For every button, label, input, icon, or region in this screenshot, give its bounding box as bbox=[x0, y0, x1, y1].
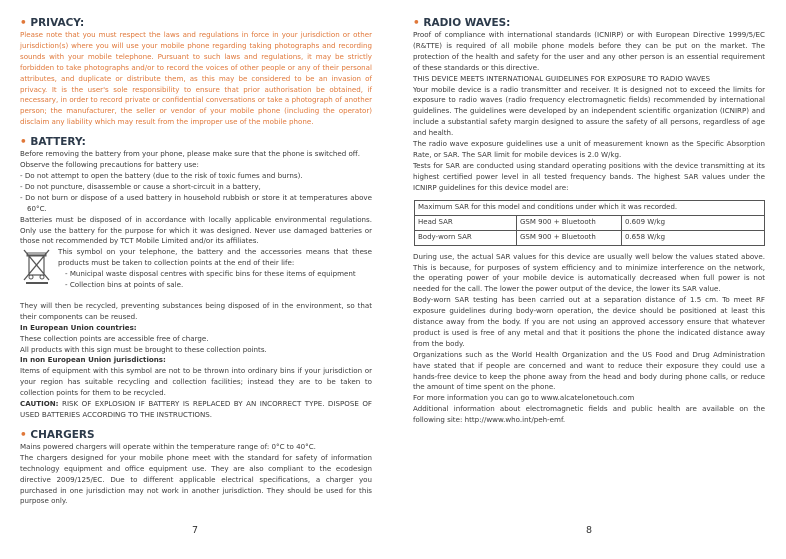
radio-p8: Organizations such as the World Health Organization and the US Food and Drug Administration have stated that if people are concerned and want to reduce their exposure they could use a hands-free device to keep the phone away from the head and body during phone calls, or reduce the amount of time spent on the phone. bbox=[413, 349, 765, 392]
eu-text-2: All products with this sign must be brought to these collection points. bbox=[20, 344, 267, 354]
table-row bbox=[415, 215, 765, 230]
table-cell: GSM 900 + Bluetooth bbox=[517, 230, 622, 245]
left-page bbox=[20, 0, 372, 507]
sar-table bbox=[414, 200, 765, 246]
weee-notice bbox=[20, 247, 372, 291]
bullet-icon: • bbox=[20, 17, 27, 29]
battery-intro: Before removing the battery from your phone, please make sure that the phone is switched off. bbox=[20, 149, 360, 159]
radio-p3: Your mobile device is a radio transmitter and receiver. It is designed not to exceed the limits for exposure to radio waves (radio frequency electromagnetic fields) recommended by international guidelines. The guidelines were developed by an independent scientific organization (ICNIRP) and include a substantial safety margin designed to assure the safety of all persons, regardless of age and health. bbox=[413, 84, 765, 138]
page-number-left: 7 bbox=[192, 525, 199, 536]
weee-item: - Collection bins at points of sale. bbox=[65, 280, 184, 290]
eu-heading: In European Union countries: bbox=[20, 322, 137, 332]
table-header: Maximum SAR for this model and conditions under which it was recorded. bbox=[415, 200, 765, 215]
battery-observe: Observe the following precautions for battery use: bbox=[20, 160, 199, 170]
battery-item: - Do not attempt to open the battery (due to the risk of toxic fumes and burns). bbox=[20, 170, 303, 180]
table-header-row bbox=[415, 200, 765, 215]
table-cell: GSM 900 + Bluetooth bbox=[517, 215, 622, 230]
privacy-body: Please note that you must respect the laws and regulations in force in your jurisdiction or other jurisdiction(s) where you will use your mobile phone regarding taking photographs and recording sounds with your mobile telephone. Pursuant to such laws and regulations, it may be strictly forbidden to take photographs and/or to record the voices of other people or any of their personal attributes, and duplicate or distribute them, as this may be considered to be an invasion of privacy. It is the user's sole responsibility to ensure that prior authorisation be obtained, if necessary, in order to record private or confidential conversations or take a photograph of another person; the manufacturer, the seller or vendor of your mobile phone (including the operator) disclaim any liability which may result from the improper use of the mobile phone. bbox=[20, 30, 372, 127]
radio-p2: THIS DEVICE MEETS INTERNATIONAL GUIDELINES FOR EXPOSURE TO RADIO WAVES bbox=[413, 73, 711, 83]
bullet-icon: • bbox=[20, 136, 27, 149]
radio-p7: Body-worn SAR testing has been carried out at a separation distance of 1.5 cm. To meet RF exposure guidelines during body-worn operation, the device should be positioned at least this distance away from the body. If you are not using an approved accessory ensure that whatever product is used is free of any metal and that it positions the phone the indicated distance away from the body. bbox=[413, 295, 765, 348]
weee-item: - Municipal waste disposal centres with specific bins for these items of equipment bbox=[65, 269, 356, 279]
bullet-icon: • bbox=[20, 428, 27, 441]
weee-text: This symbol on your telephone, the battery and the accessories means that these products must be taken to collection points at the end of their life: bbox=[58, 247, 372, 268]
bullet-icon: • bbox=[413, 17, 420, 29]
page-number-right: 8 bbox=[586, 525, 593, 536]
right-page bbox=[413, 0, 765, 426]
table-cell: Body-worn SAR bbox=[415, 230, 517, 245]
radio-heading: • RADIO WAVES: bbox=[413, 17, 511, 29]
table-row bbox=[415, 230, 765, 245]
crossed-out-wheelie-bin-icon bbox=[20, 247, 58, 285]
battery-item: - Do not burn or dispose of a used battery in household rubbish or store it at temperatures above 60°C. bbox=[20, 192, 372, 213]
caution-text: CAUTION: RISK OF EXPLOSION IF BATTERY IS REPLACED BY AN INCORRECT TYPE. DISPOSE OF USED BATTERIES ACCORDING TO THE INSTRUCTIONS. bbox=[20, 399, 372, 419]
table-cell: Head SAR bbox=[415, 215, 517, 230]
radio-p6: During use, the actual SAR values for this device are usually well below the values stated above. This is because, for purposes of system efficiency and to minimize interference on the network, the operating power of your mobile device is automatically decreased when full power is not needed for the call. The lower the power output of the device, the lower its SAR value. bbox=[413, 251, 765, 294]
recycled-text: They will then be recycled, preventing substances being disposed of in the environment, so that their components can be reused. bbox=[20, 300, 372, 321]
privacy-heading: • PRIVACY: bbox=[20, 17, 85, 29]
eu-text-1: These collection points are accessible free of charge. bbox=[20, 333, 209, 343]
privacy-section bbox=[20, 30, 372, 128]
radio-p1: Proof of compliance with international standards (ICNIRP) or with European Directive 1999/5/EC (R&TTE) is required of all mobile phone models before they can be put on the market. The protection of the health and safety for the user and any other person is an essential requirement of these standards or this directive. bbox=[413, 30, 765, 72]
noneu-heading: In non European Union jurisdictions: bbox=[20, 355, 166, 365]
battery-heading: • BATTERY: bbox=[20, 136, 86, 149]
radio-p4: The radio wave exposure guidelines use a unit of measurement known as the Specific Absorption Rate, or SAR. The SAR limit for mobile devices is 2.0 W/kg. bbox=[413, 139, 765, 159]
battery-item: - Do not puncture, disassemble or cause a short-circuit in a battery, bbox=[20, 181, 261, 191]
table-cell: 0.658 W/kg bbox=[622, 230, 765, 245]
noneu-text: Items of equipment with this symbol are not to be thrown into ordinary bins if your jurisdiction or your region has suitable recycling and collection facilities; instead they are to be taken to collection points for them to be recycled. bbox=[20, 366, 372, 398]
radio-p10: Additional information about electromagnetic fields and public health are available on the following site: http://www.who.int/peh-emf. bbox=[413, 404, 765, 425]
radio-p5: Tests for SAR are conducted using standard operating positions with the device transmitting at its highest certified power level in all tested frequency bands. The highest SAR values under the ICNIRP guidelines for this device model are: bbox=[413, 160, 765, 192]
chargers-p1: Mains powered chargers will operate within the temperature range of: 0°C to 40°C. bbox=[20, 441, 316, 451]
table-cell: 0.609 W/kg bbox=[622, 215, 765, 230]
radio-p9: For more information you can go to www.alcatelonetouch.com bbox=[413, 393, 635, 403]
chargers-p2: The chargers designed for your mobile phone meet with the standard for safety of information technology equipment and office equipment use. They are also compliant to the ecodesign directive 2009/125/EC. Due to different applicable electrical specifications, a charger you purchased in one jurisdiction may not work in another jurisdiction. They should be used for this purpose only. bbox=[20, 452, 372, 506]
chargers-heading: • CHARGERS bbox=[20, 428, 95, 441]
battery-dispose: Batteries must be disposed of in accordance with locally applicable environmental regulations. Only use the battery for the purpose for which it was designed. Never use damaged batteries or those not recommended by TCT Mobile Limited and/or its affiliates. bbox=[20, 214, 372, 246]
